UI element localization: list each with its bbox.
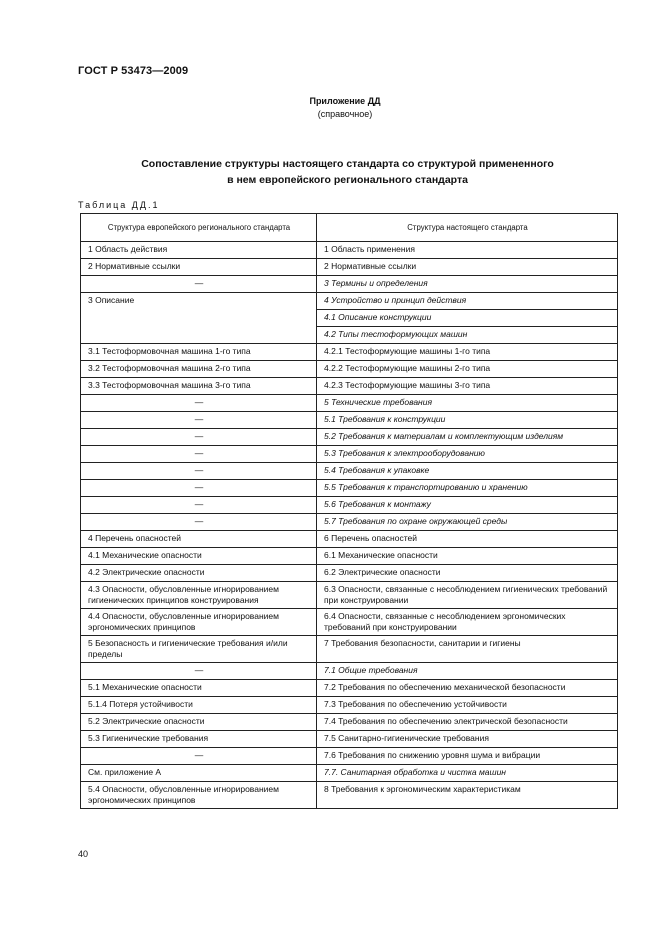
european-clause: — xyxy=(81,395,317,412)
current-clause: 7 Требования безопасности, санитарии и гигиены xyxy=(317,636,618,663)
table-row xyxy=(81,714,618,731)
european-clause: — xyxy=(81,663,317,680)
table-row xyxy=(81,531,618,548)
current-clause: 7.7. Санитарная обработка и чистка машин xyxy=(317,765,618,782)
table-row xyxy=(81,480,618,497)
european-clause: 3 Описание xyxy=(81,293,317,344)
section-title xyxy=(0,156,661,188)
table-row xyxy=(81,680,618,697)
table-row xyxy=(81,344,618,361)
comparison-table xyxy=(80,213,618,809)
table-row xyxy=(81,412,618,429)
table-row xyxy=(81,582,618,609)
current-clause: 5.6 Требования к монтажу xyxy=(317,497,618,514)
current-clause: 5 Технические требования xyxy=(317,395,618,412)
european-clause: 4.1 Механические опасности xyxy=(81,548,317,565)
current-clause: 7.4 Требования по обеспечению электрической безопасности xyxy=(317,714,618,731)
current-clause: 4 Устройство и принцип действия xyxy=(317,293,618,310)
current-clause: 4.2.2 Тестоформующие машины 2-го типа xyxy=(317,361,618,378)
current-clause: 7.3 Требования по обеспечению устойчивости xyxy=(317,697,618,714)
table-row xyxy=(81,731,618,748)
table-row xyxy=(81,361,618,378)
table-row xyxy=(81,293,618,310)
table-row xyxy=(81,463,618,480)
current-clause: 5.3 Требования к электрооборудованию xyxy=(317,446,618,463)
current-clause: 6.1 Механические опасности xyxy=(317,548,618,565)
table-row xyxy=(81,609,618,636)
european-clause: — xyxy=(81,514,317,531)
current-clause: 3 Термины и определения xyxy=(317,276,618,293)
table-header-row xyxy=(81,214,618,242)
european-clause: — xyxy=(81,429,317,446)
table-row xyxy=(81,259,618,276)
appendix-subtitle: (справочное) xyxy=(317,109,373,119)
european-clause: 5.2 Электрические опасности xyxy=(81,714,317,731)
table-row xyxy=(81,782,618,809)
european-clause: — xyxy=(81,276,317,293)
table-row xyxy=(81,378,618,395)
current-clause: 6.2 Электрические опасности xyxy=(317,565,618,582)
european-clause: — xyxy=(81,480,317,497)
current-clause: 6.4 Опасности, связанные с несоблюдением эргономических требований при конструировании xyxy=(317,609,618,636)
table-row xyxy=(81,748,618,765)
table-row xyxy=(81,765,618,782)
current-clause: 6.3 Опасности, связанные с несоблюдением гигиенических требований при конструировании xyxy=(317,582,618,609)
european-clause: — xyxy=(81,412,317,429)
table-row xyxy=(81,276,618,293)
section-title-line-1: Сопоставление структуры настоящего стандарта со структурой примененного xyxy=(141,158,554,170)
current-clause: 2 Нормативные ссылки xyxy=(317,259,618,276)
header-european-structure: Структура европейского регионального стандарта xyxy=(81,214,317,242)
document-code: ГОСТ Р 53473—2009 xyxy=(78,65,189,77)
european-clause: 5.3 Гигиенические требования xyxy=(81,731,317,748)
european-clause: — xyxy=(81,748,317,765)
current-clause: 4.1 Описание конструкции xyxy=(317,310,618,327)
current-clause: 6 Перечень опасностей xyxy=(317,531,618,548)
european-clause: — xyxy=(81,463,317,480)
current-clause: 5.7 Требования по охране окружающей среды xyxy=(317,514,618,531)
table-row xyxy=(81,497,618,514)
european-clause: — xyxy=(81,497,317,514)
table-row xyxy=(81,514,618,531)
current-clause: 7.1 Общие требования xyxy=(317,663,618,680)
table-label: Таблица ДД.1 xyxy=(78,200,160,210)
current-clause: 4.2.3 Тестоформующие машины 3-го типа xyxy=(317,378,618,395)
current-clause: 7.2 Требования по обеспечению механической безопасности xyxy=(317,680,618,697)
european-clause: 3.3 Тестоформовочная машина 3-го типа xyxy=(81,378,317,395)
european-clause: 4 Перечень опасностей xyxy=(81,531,317,548)
table-row xyxy=(81,395,618,412)
current-clause: 5.2 Требования к материалам и комплектующим изделиям xyxy=(317,429,618,446)
european-clause: 3.2 Тестоформовочная машина 2-го типа xyxy=(81,361,317,378)
european-clause: 3.1 Тестоформовочная машина 1-го типа xyxy=(81,344,317,361)
current-clause: 1 Область применения xyxy=(317,242,618,259)
current-clause: 7.5 Санитарно-гигиенические требования xyxy=(317,731,618,748)
european-clause: 4.3 Опасности, обусловленные игнорированием гигиенических принципов конструирования xyxy=(81,582,317,609)
current-clause: 5.5 Требования к транспортированию и хранению xyxy=(317,480,618,497)
current-clause: 5.4 Требования к упаковке xyxy=(317,463,618,480)
table-row xyxy=(81,242,618,259)
appendix-title: Приложение ДД xyxy=(309,96,381,106)
current-clause: 5.1 Требования к конструкции xyxy=(317,412,618,429)
european-clause: 1 Область действия xyxy=(81,242,317,259)
european-clause: 4.4 Опасности, обусловленные игнорированием эргономических принципов xyxy=(81,609,317,636)
european-clause: См. приложение А xyxy=(81,765,317,782)
table-row xyxy=(81,548,618,565)
table-row xyxy=(81,565,618,582)
table-row xyxy=(81,697,618,714)
european-clause: 2 Нормативные ссылки xyxy=(81,259,317,276)
european-clause: 5.4 Опасности, обусловленные игнорированием эргономических принципов xyxy=(81,782,317,809)
current-clause: 4.2 Типы тестоформующих машин xyxy=(317,327,618,344)
table-row xyxy=(81,663,618,680)
table-row xyxy=(81,429,618,446)
european-clause: 5.1.4 Потеря устойчивости xyxy=(81,697,317,714)
appendix-heading xyxy=(0,95,661,121)
european-clause: — xyxy=(81,446,317,463)
table-row xyxy=(81,636,618,663)
current-clause: 8 Требования к эргономическим характеристикам xyxy=(317,782,618,809)
section-title-line-2: в нем европейского регионального стандарта xyxy=(227,174,468,186)
european-clause: 5.1 Механические опасности xyxy=(81,680,317,697)
european-clause: 4.2 Электрические опасности xyxy=(81,565,317,582)
current-clause: 4.2.1 Тестоформующие машины 1-го типа xyxy=(317,344,618,361)
european-clause: 5 Безопасность и гигиенические требования и/или пределы xyxy=(81,636,317,663)
page-number: 40 xyxy=(78,849,89,859)
header-current-structure: Структура настоящего стандарта xyxy=(317,214,618,242)
current-clause: 7.6 Требования по снижению уровня шума и вибрации xyxy=(317,748,618,765)
table-row xyxy=(81,446,618,463)
